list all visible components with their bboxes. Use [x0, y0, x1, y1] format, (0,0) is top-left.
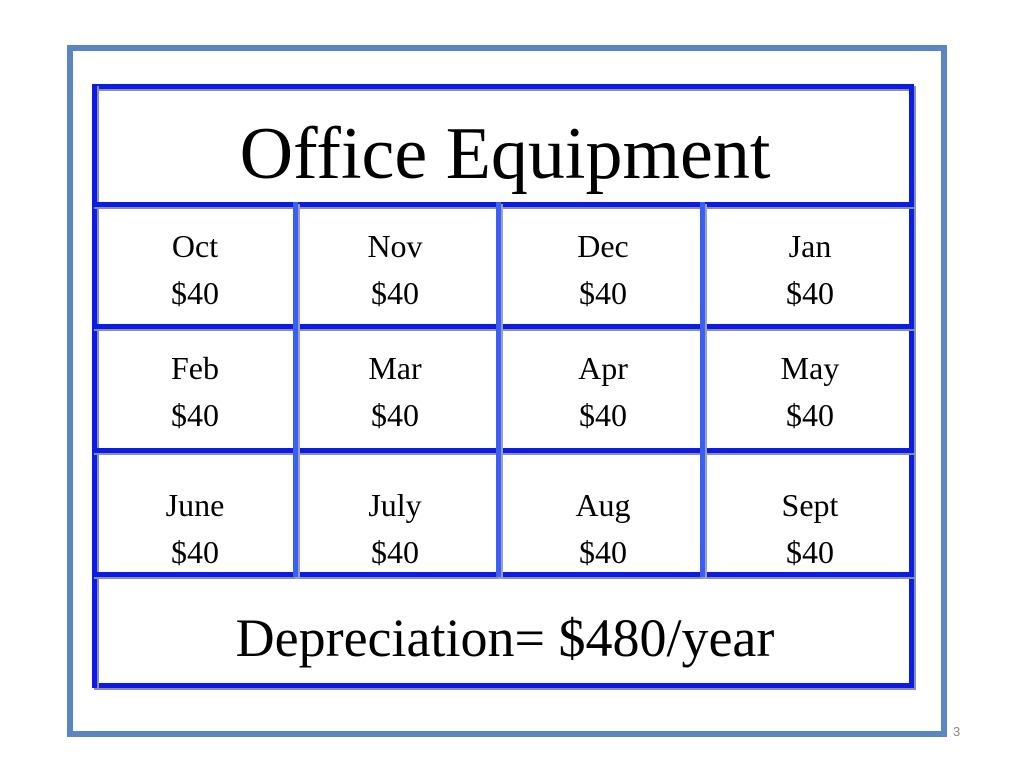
month-label: July — [368, 487, 422, 523]
month-label: Aug — [575, 487, 631, 523]
month-amount: $40 — [371, 397, 419, 433]
month-cell — [295, 482, 495, 576]
month-amount: $40 — [579, 534, 627, 570]
month-label: June — [165, 487, 225, 523]
table-top-border — [92, 84, 914, 89]
month-label: Jan — [788, 228, 832, 264]
month-label: Nov — [367, 228, 423, 264]
table-bottom-border — [92, 683, 914, 688]
depreciation-summary: Depreciation= $480/year — [235, 608, 775, 668]
month-amount: $40 — [371, 275, 419, 311]
month-amount: $40 — [579, 397, 627, 433]
month-label: Dec — [577, 228, 629, 264]
month-cell — [95, 345, 295, 439]
month-amount: $40 — [786, 397, 834, 433]
month-label: May — [780, 350, 840, 386]
month-cell — [503, 223, 703, 317]
month-label: Mar — [368, 350, 422, 386]
month-amount: $40 — [579, 275, 627, 311]
month-cell — [710, 223, 910, 317]
month-amount: $40 — [371, 534, 419, 570]
month-amount: $40 — [171, 534, 219, 570]
month-cell — [503, 482, 703, 576]
month-amount: $40 — [786, 275, 834, 311]
row-divider-1 — [92, 324, 914, 329]
month-label: Oct — [171, 228, 219, 264]
column-divider-2 — [496, 202, 501, 577]
month-label: Sept — [781, 487, 839, 523]
month-cell — [503, 345, 703, 439]
month-amount: $40 — [171, 397, 219, 433]
month-amount: $40 — [786, 534, 834, 570]
month-cell — [95, 482, 295, 576]
month-cell — [710, 482, 910, 576]
month-cell — [295, 223, 495, 317]
page-number: 3 — [953, 724, 961, 739]
month-amount: $40 — [171, 275, 219, 311]
row-divider-2 — [92, 448, 914, 453]
month-cell — [710, 345, 910, 439]
month-label: Apr — [578, 350, 628, 386]
slide-title: Office Equipment — [239, 113, 771, 195]
month-cell — [295, 345, 495, 439]
month-cell — [95, 223, 295, 317]
month-label: Feb — [171, 350, 219, 386]
